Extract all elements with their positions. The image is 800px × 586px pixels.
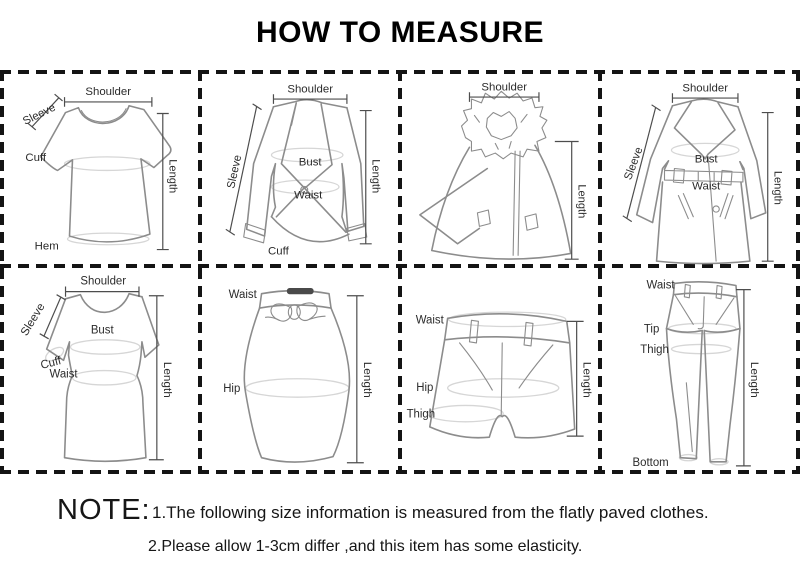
dress-bust-label: Bust	[90, 323, 114, 337]
pants-waist-label: Waist	[645, 278, 675, 292]
pants-bottom-label: Bottom	[632, 455, 669, 469]
trench-coat-length-label: Length	[771, 170, 784, 205]
skirt-drawing	[244, 289, 349, 462]
blazer-sleeve-label: Sleeve	[224, 153, 244, 190]
panel-shorts	[400, 265, 599, 470]
fur-hooded-coat-diagram	[400, 72, 599, 265]
tshirt-diagram	[3, 72, 202, 265]
dress-diagram	[3, 265, 202, 470]
trench-coat-bust-label: Bust	[694, 153, 718, 166]
dress-sleeve-label: Sleeve	[18, 300, 48, 339]
tshirt-hem-label: Hem	[34, 240, 59, 253]
tshirt-length-label: Length	[166, 159, 179, 194]
dress-shoulder-label: Shoulder	[80, 274, 127, 288]
fur-hooded-coat-drawing	[420, 91, 571, 259]
panel-blazer	[202, 72, 401, 265]
pants-diagram	[599, 265, 798, 470]
shorts-drawing	[428, 312, 575, 438]
shorts-length-label: Length	[580, 361, 594, 398]
blazer-length-label: Length	[369, 159, 382, 194]
skirt-diagram	[202, 265, 401, 470]
blazer-diagram	[202, 72, 401, 265]
trench-coat-shoulder-label: Shoulder	[681, 82, 728, 95]
panel-pants	[599, 265, 798, 470]
dress-length-label: Length	[160, 361, 174, 398]
pants-drawing	[666, 282, 739, 465]
note-line-2: 2.Please allow 1-3cm differ ,and this item has some elasticity.	[148, 538, 583, 555]
pants-thigh-label: Thigh	[639, 342, 669, 357]
page-title: HOW TO MEASURE	[255, 16, 545, 49]
panel-skirt	[202, 265, 401, 470]
fur-hooded-coat-measure-lines	[469, 92, 578, 259]
tshirt-cuff-label: Cuff	[25, 151, 47, 164]
note-line-1: 1.The following size information is measured from the flatly paved clothes.	[152, 503, 709, 522]
blazer-drawing	[243, 100, 366, 243]
blazer-cuff-label: Cuff	[267, 245, 289, 258]
trench-coat-sleeve-label: Sleeve	[621, 145, 646, 182]
skirt-hip-label: Hip	[222, 381, 240, 396]
trench-coat-diagram	[599, 72, 798, 265]
tshirt-shoulder-label: Shoulder	[85, 86, 132, 99]
shorts-diagram	[400, 265, 599, 470]
skirt-length-label: Length	[360, 361, 374, 398]
panel-tshirt	[3, 72, 202, 265]
panel-fur-hooded-coat	[400, 72, 599, 265]
note-section	[0, 472, 800, 586]
shorts-waist-label: Waist	[415, 313, 444, 327]
tshirt-sleeve-label: Sleeve	[21, 101, 58, 128]
panel-trench-coat	[599, 72, 798, 265]
shorts-hip-label: Hip	[416, 380, 434, 395]
pants-length-label: Length	[747, 361, 761, 398]
blazer-waist-label: Waist	[293, 189, 322, 202]
note-heading: NOTE:	[57, 494, 151, 526]
trench-coat-waist-label: Waist	[691, 180, 720, 193]
blazer-bust-label: Bust	[298, 156, 322, 169]
dress-cuff-label: Cuff	[39, 354, 63, 373]
tshirt-measure-lines	[28, 94, 169, 249]
fur-hooded-coat-length-label: Length	[575, 184, 588, 219]
fur-hooded-coat-shoulder-label: Shoulder	[481, 81, 528, 94]
pants-tip-label: Tip	[643, 322, 659, 336]
blazer-shoulder-label: Shoulder	[286, 83, 333, 96]
skirt-waist-label: Waist	[228, 287, 257, 301]
tshirt-drawing	[41, 106, 171, 245]
panel-dress	[3, 265, 202, 470]
dress-waist-label: Waist	[49, 367, 78, 381]
measure-grid	[3, 72, 797, 470]
shorts-thigh-label: Thigh	[406, 407, 436, 421]
